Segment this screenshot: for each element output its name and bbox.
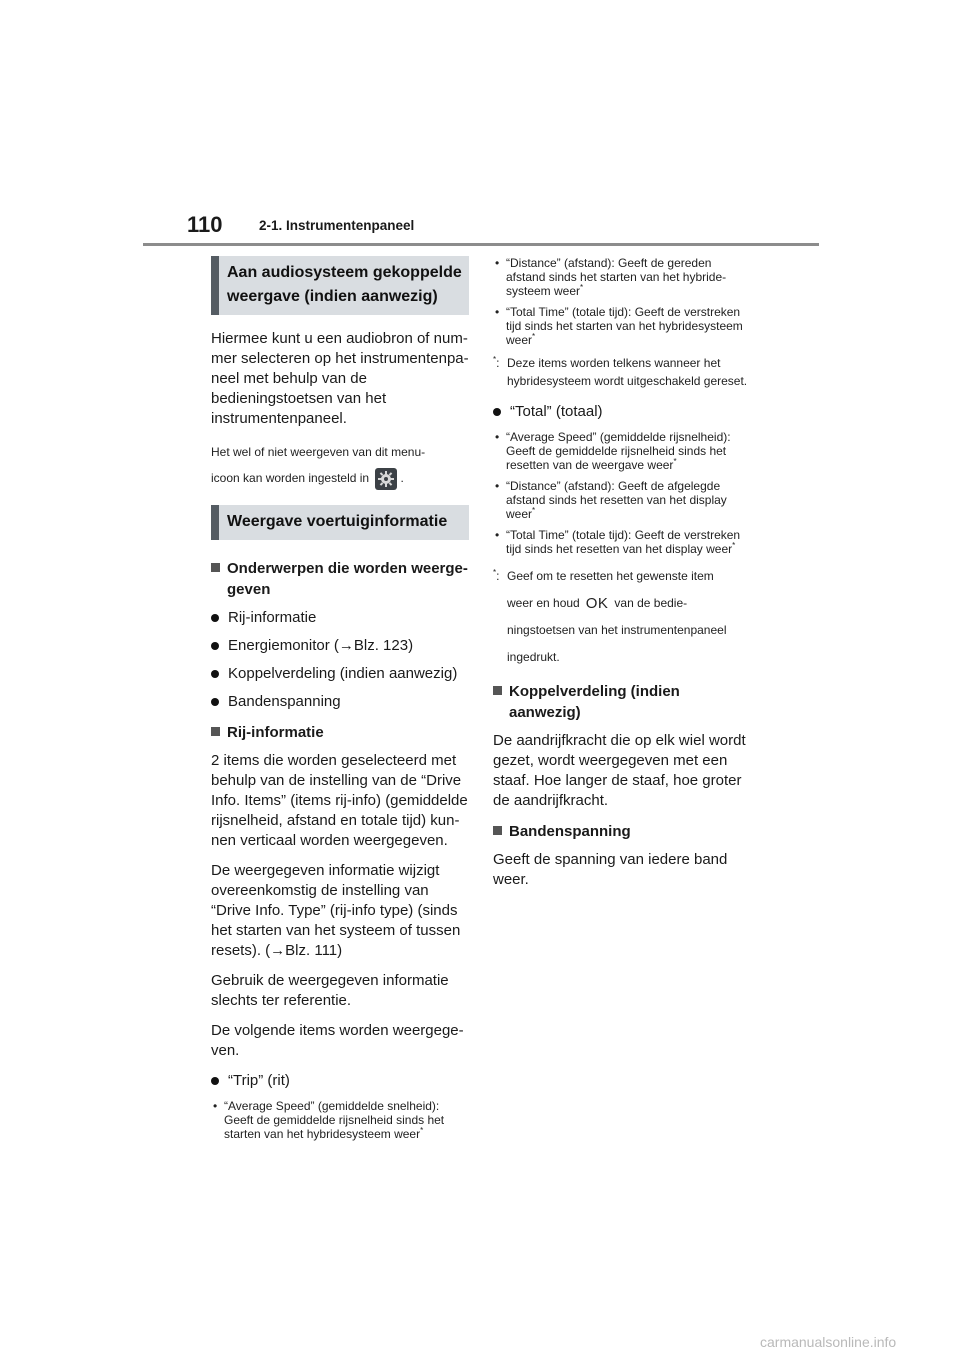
list-item: Koppelverdeling (indien aanwezig) [211, 664, 469, 684]
heading-koppelverdeling: Koppelverdeling (indien aanwezig) [493, 681, 748, 723]
list-item: Bandenspanning [211, 692, 469, 712]
paragraph: Gebruik de weergegeven informatie slechts ter referentie. [211, 972, 449, 1009]
chapter-title: 2-1. Instrumentenpaneel [259, 218, 415, 233]
paragraph: Geeft de spanning van iedere band weer. [493, 851, 728, 888]
watermark: carmanualsonline.info [760, 1334, 897, 1350]
paragraph: De aandrijfkracht die op elk wiel wordt gezet, wordt weergegeven met een staaf. Hoe langer de staaf, hoe groter de aandrijfkracht. [493, 732, 746, 809]
sub-item: • “Total Time” (totale tijd): Geeft de verstreken tijd sinds het resetten van het display weer* [495, 528, 741, 556]
section-title-audio: Aan audiosysteem gekoppelde weergave (indien aanwezig) [211, 256, 469, 315]
right-column [493, 256, 748, 900]
list-item: Rij-informatie [211, 608, 469, 628]
footnote: *: Deze items worden telkens wanneer het hybridesysteem wordt uitgeschakeld gereset. [493, 355, 748, 388]
sub-item: • “Total Time” (totale tijd): Geeft de verstreken tijd sinds het starten van het hybridesysteem weer* [495, 305, 743, 347]
ok-button-glyph: OK [585, 595, 609, 612]
page-header [0, 0, 960, 250]
heading-rij-informatie: Rij-informatie [211, 722, 469, 743]
gear-icon [375, 468, 397, 490]
paragraph: 2 items die worden geselecteerd met behulp van de instelling van de “Drive Info. Items” (items rij-info) (gemiddelde rijsnelheid, afstand en totale tijd) kunnen verticaal worden weergegeven. [211, 752, 468, 849]
footnote: *: Geef om te resetten het gewenste item weer en houd OK van de bedie- ningstoetsen van het instrumentenpaneel ingedrukt. [493, 568, 727, 664]
paragraph: De volgende items worden weergegeven. [211, 1022, 464, 1059]
page-number: 110 [187, 212, 223, 237]
list-item: “Trip” (rit) [211, 1071, 469, 1091]
list-item: “Total” (totaal) [493, 402, 748, 422]
small-note: Het wel of niet weergeven van dit menu- [211, 445, 426, 459]
heading-onderwerpen: Onderwerpen die worden weergegeven [211, 558, 469, 600]
header-rule [143, 243, 819, 246]
small-note: icoon kan worden ingesteld in . [211, 465, 469, 491]
left-column [211, 256, 469, 1148]
heading-bandenspanning: Bandenspanning [493, 821, 748, 842]
paragraph: Hiermee kunt u een audiobron of nummer selecteren op het instrumentenpaneel met behulp van de bedieningstoetsen van het instrumentenpaneel. [211, 330, 469, 427]
sub-item: • “Average Speed” (gemiddelde rijsnelheid): Geeft de gemiddelde rijsnelheid sinds het resetten van de weergave weer* [495, 430, 731, 472]
section-title-vehicle-info: Weergave voertuiginformatie [211, 505, 469, 540]
sub-item: • “Distance” (afstand): Geeft de afgelegde afstand sinds het resetten van het display weer* [495, 479, 727, 521]
sub-item: • “Average Speed” (gemiddelde snelheid): Geeft de gemiddelde rijsnelheid sinds het starten van het hybridesysteem weer* [213, 1099, 445, 1141]
sub-item: • “Distance” (afstand): Geeft de gereden afstand sinds het starten van het hybridesysteem weer* [495, 256, 727, 298]
paragraph: De weergegeven informatie wijzigt overeenkomstig de instelling van “Drive Info. Type” (rij-info type) (sinds het starten van het systeem of tussen resets). (→Blz. 111) [211, 862, 461, 959]
list-item: Energiemonitor (→Blz. 123) [211, 636, 469, 656]
